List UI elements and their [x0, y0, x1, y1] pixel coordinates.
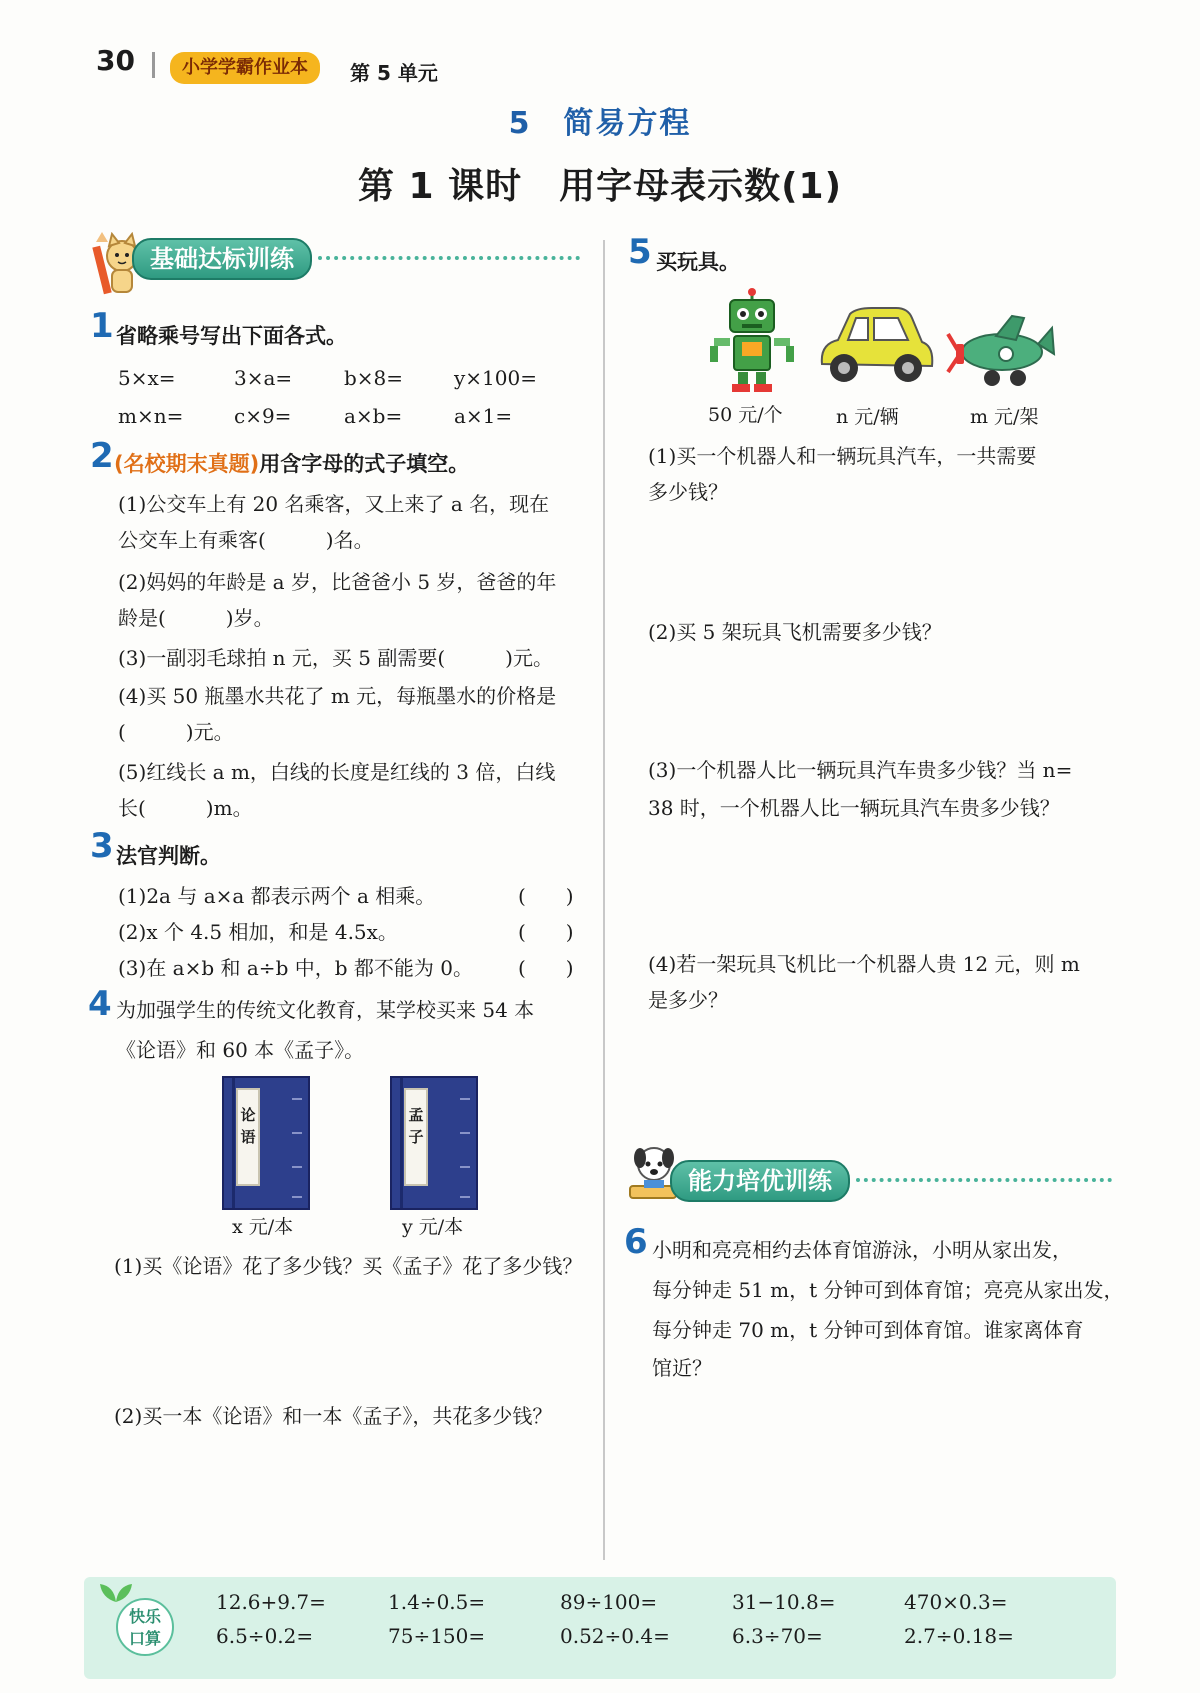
q2-line: (4)买 50 瓶墨水共花了 m 元，每瓶墨水的价格是 — [118, 684, 557, 708]
q2-number: 2 — [90, 436, 114, 476]
q1-item: 5×x= — [118, 366, 176, 390]
q6-number: 6 — [624, 1222, 648, 1262]
q4-line: 《论语》和 60 本《孟子》。 — [116, 1038, 365, 1062]
book-title-char: 子 — [408, 1128, 424, 1146]
q3-answer-bracket[interactable]: ( ) — [518, 884, 574, 908]
q5-sub4-line: (4)若一架玩具飞机比一个机器人贵 12 元，则 m — [648, 952, 1080, 976]
book-lunyu-icon — [222, 1076, 310, 1210]
calc-item: 0.52÷0.4= — [560, 1624, 670, 1648]
chapter-title: 5 简易方程 — [508, 106, 692, 141]
lesson-title: 第 1 课时 用字母表示数(1) — [357, 166, 843, 207]
book-title-char: 孟 — [408, 1106, 424, 1124]
toy-plane-icon — [946, 314, 1056, 390]
q1-number: 1 — [90, 306, 114, 346]
q4-line: 为加强学生的传统文化教育，某学校买来 54 本 — [116, 998, 535, 1022]
calc-item: 75÷150= — [388, 1624, 486, 1648]
q3-number: 3 — [90, 826, 114, 866]
book-price: x 元/本 — [232, 1216, 294, 1238]
q1-item: a×b= — [344, 404, 403, 428]
q3-answer-bracket[interactable]: ( ) — [518, 956, 574, 980]
book-price: y 元/本 — [402, 1216, 464, 1238]
section-badge-basic: 基础达标训练 — [132, 238, 312, 280]
calc-item: 6.3÷70= — [732, 1624, 823, 1648]
book-title-char: 语 — [240, 1128, 256, 1146]
calc-item: 31−10.8= — [732, 1590, 836, 1614]
toy-price: m 元/架 — [970, 406, 1039, 428]
q5-sub3-line: 38 时，一个机器人比一辆玩具汽车贵多少钱？ — [648, 796, 1060, 820]
brand-badge: 小学学霸作业本 — [170, 52, 320, 84]
q1-item: m×n= — [118, 404, 184, 428]
q2-line: 龄是( )岁。 — [118, 606, 274, 630]
q5-sub1-line: 多少钱？ — [648, 480, 728, 504]
q5-title: 买玩具。 — [656, 250, 740, 274]
q1-title: 省略乘号写出下面各式。 — [116, 324, 347, 348]
q5-sub2: (2)买 5 架玩具飞机需要多少钱？ — [648, 620, 942, 644]
calc-item: 1.4÷0.5= — [388, 1590, 486, 1614]
q4-number: 4 — [88, 984, 112, 1024]
header-divider — [152, 52, 155, 78]
q6-line: 小明和亮亮相约去体育馆游泳，小明从家出发， — [652, 1238, 1072, 1262]
calc-item: 89÷100= — [560, 1590, 658, 1614]
q1-item: a×1= — [454, 404, 513, 428]
q5-sub3-line: (3)一个机器人比一辆玩具汽车贵多少钱？当 n= — [648, 758, 1073, 782]
q5-sub4-line: 是多少？ — [648, 988, 728, 1012]
page-number: 30 — [96, 44, 135, 77]
toy-car-icon — [812, 304, 938, 388]
book-mengzi-icon — [390, 1076, 478, 1210]
mental-math-label-top: 快乐 — [128, 1607, 161, 1626]
calc-item: 6.5÷0.2= — [216, 1624, 314, 1648]
q6-line: 每分钟走 51 m，t 分钟可到体育馆；亮亮从家出发， — [652, 1278, 1124, 1302]
q3-answer-bracket[interactable]: ( ) — [518, 920, 574, 944]
q3-title: 法官判断。 — [116, 844, 221, 868]
toy-price: n 元/辆 — [836, 406, 899, 428]
q5-number: 5 — [628, 232, 652, 272]
mental-math-label-bottom: 口算 — [128, 1629, 161, 1648]
q2-source-tag: (名校期末真题) — [114, 452, 260, 476]
q5-sub1-line: (1)买一个机器人和一辆玩具汽车，一共需要 — [648, 444, 1037, 468]
q2-title: 用含字母的式子填空。 — [259, 452, 470, 476]
q4-sub2: (2)买一本《论语》和一本《孟子》，共花多少钱？ — [114, 1404, 553, 1428]
section-badge-advanced: 能力培优训练 — [670, 1160, 850, 1202]
q3-statement: (2)x 个 4.5 相加，和是 4.5x。 — [118, 920, 398, 944]
robot-icon — [706, 288, 798, 394]
section-dots — [318, 256, 580, 260]
q1-item: 3×a= — [234, 366, 293, 390]
calc-item: 2.7÷0.18= — [904, 1624, 1014, 1648]
unit-label: 第 5 单元 — [350, 61, 438, 85]
mental-math-label — [116, 1598, 174, 1656]
calc-item: 12.6+9.7= — [216, 1590, 326, 1614]
q4-sub1: (1)买《论语》花了多少钱？买《孟子》花了多少钱？ — [114, 1254, 583, 1278]
q1-item: c×9= — [234, 404, 292, 428]
book-title-char: 论 — [240, 1106, 256, 1124]
q3-statement: (3)在 a×b 和 a÷b 中，b 都不能为 0。 — [118, 956, 473, 980]
column-divider — [603, 240, 605, 1560]
q6-line: 馆近？ — [652, 1356, 712, 1380]
toy-price: 50 元/个 — [708, 404, 783, 426]
q3-statement: (1)2a 与 a×a 都表示两个 a 相乘。 — [118, 884, 436, 908]
q1-item: b×8= — [344, 366, 404, 390]
q1-item: y×100= — [454, 366, 537, 390]
q6-line: 每分钟走 70 m，t 分钟可到体育馆。谁家离体育 — [652, 1318, 1084, 1342]
q2-line: ( )元。 — [118, 720, 234, 744]
q2-line: (2)妈妈的年龄是 a 岁，比爸爸小 5 岁，爸爸的年 — [118, 570, 557, 594]
q2-line: (5)红线长 a m，白线的长度是红线的 3 倍，白线 — [118, 760, 556, 784]
leaf-icon — [96, 1580, 136, 1604]
section-dots — [856, 1178, 1112, 1182]
q2-line: 长( )m。 — [118, 796, 253, 820]
q2-line: 公交车上有乘客( )名。 — [118, 528, 374, 552]
q2-line: (1)公交车上有 20 名乘客，又上来了 a 名，现在 — [118, 492, 550, 516]
calc-item: 470×0.3= — [904, 1590, 1008, 1614]
q2-line: (3)一副羽毛球拍 n 元，买 5 副需要( )元。 — [118, 646, 553, 670]
